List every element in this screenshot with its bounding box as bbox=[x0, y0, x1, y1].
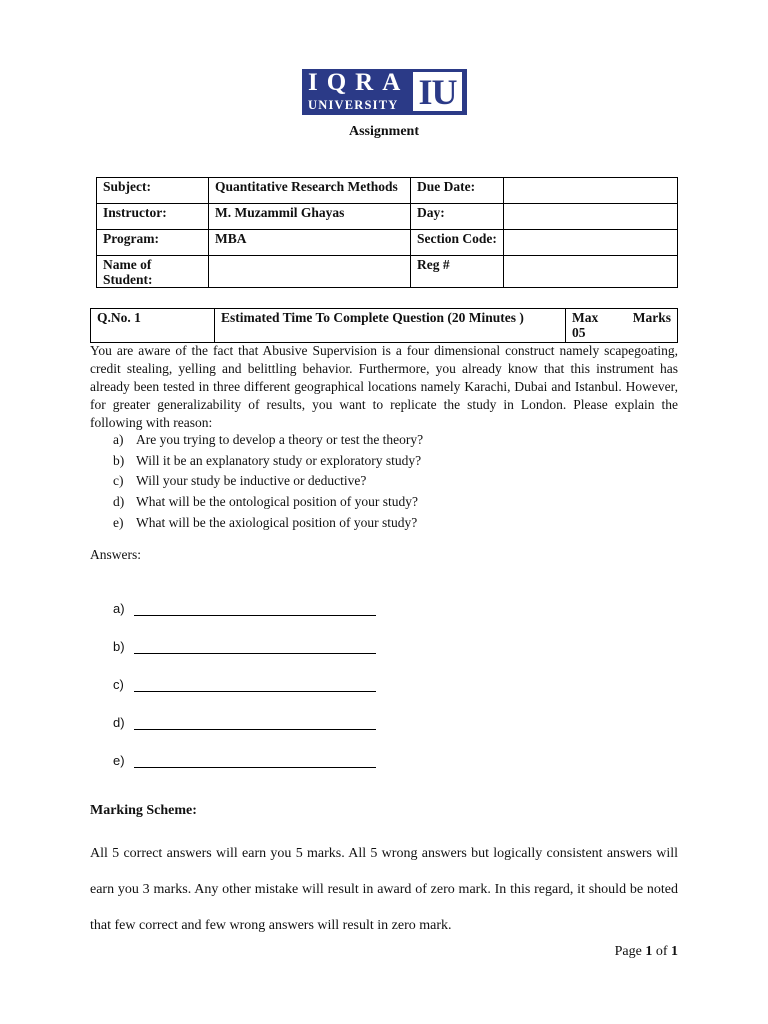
marking-scheme-heading: Marking Scheme: bbox=[90, 803, 197, 818]
university-logo bbox=[302, 69, 467, 115]
subject-value: Quantitative Research Methods bbox=[209, 178, 411, 204]
estimated-time: Estimated Time To Complete Question (20 Minutes ) bbox=[215, 309, 566, 343]
question-list bbox=[113, 430, 423, 533]
instructor-label: Instructor: bbox=[97, 204, 209, 230]
item-letter: d) bbox=[113, 494, 125, 510]
answer-blank[interactable] bbox=[134, 715, 376, 730]
max-label: Max bbox=[572, 310, 599, 325]
day-value[interactable] bbox=[504, 204, 678, 230]
answers-label: Answers: bbox=[90, 547, 141, 562]
marks-label: Marks bbox=[632, 310, 671, 325]
list-item bbox=[113, 451, 423, 472]
answer-letter: d) bbox=[113, 715, 125, 730]
item-text: Will it be an explanatory study or exploratory study? bbox=[136, 452, 422, 468]
table-row bbox=[91, 309, 678, 343]
page-number: 1 bbox=[645, 944, 653, 959]
student-name-label: Name of Student: bbox=[97, 256, 209, 288]
document-title: Assignment bbox=[348, 124, 419, 139]
max-marks-cell bbox=[566, 309, 678, 343]
list-item bbox=[113, 430, 423, 451]
due-date-value[interactable] bbox=[504, 178, 678, 204]
program-value: MBA bbox=[209, 230, 411, 256]
answer-letter: c) bbox=[113, 677, 124, 692]
item-letter: e) bbox=[113, 514, 124, 530]
item-text: What will be the axiological position of your study? bbox=[136, 514, 418, 530]
section-code-label: Section Code: bbox=[411, 230, 504, 256]
page-word: Page bbox=[614, 944, 642, 959]
answer-blank[interactable] bbox=[134, 753, 376, 768]
item-letter: b) bbox=[113, 452, 125, 468]
instructor-value: M. Muzammil Ghayas bbox=[209, 204, 411, 230]
due-date-label: Due Date: bbox=[411, 178, 504, 204]
answer-letter: a) bbox=[113, 601, 125, 616]
table-row bbox=[97, 178, 678, 204]
subject-label: Subject: bbox=[97, 178, 209, 204]
marking-scheme-text: All 5 correct answers will earn you 5 marks. All 5 wrong answers but logically consistent answers will earn you 3 marks. Any other mistake will result in award of zero mark. In this regard, it should be noted that few correct and few wrong answers will result in zero mark. bbox=[90, 846, 678, 933]
question-text: You are aware of the fact that Abusive Supervision is a four dimensional construct namely scapegoating, credit stealing, yelling and belittling behavior. Furthermore, you already know that this instrument has already been tested in three different geographical locations namely Karachi, Dubai and Istanbul. However, for greater generalizability of results, you want to replicate the study in London. Please explain the following with reason: bbox=[90, 343, 678, 430]
section-code-value[interactable] bbox=[504, 230, 678, 256]
table-row bbox=[97, 230, 678, 256]
table-row bbox=[97, 256, 678, 288]
list-item bbox=[113, 513, 423, 534]
answer-line-c bbox=[113, 677, 376, 692]
logo-text-university: UNIVERSITY bbox=[308, 98, 399, 112]
question-number: Q.No. 1 bbox=[91, 309, 215, 343]
program-label: Program: bbox=[97, 230, 209, 256]
page-footer bbox=[540, 944, 678, 960]
of-word: of bbox=[655, 944, 668, 959]
logo-text-iqra: IQRA bbox=[308, 69, 410, 96]
question-header-table bbox=[90, 308, 678, 343]
answer-line-b bbox=[113, 639, 376, 654]
answer-blank[interactable] bbox=[134, 601, 376, 616]
answer-letter: b) bbox=[113, 639, 125, 654]
table-row bbox=[97, 204, 678, 230]
item-letter: c) bbox=[113, 473, 124, 489]
answer-blank[interactable] bbox=[134, 639, 376, 654]
item-text: Will your study be inductive or deductive? bbox=[136, 473, 367, 489]
list-item bbox=[113, 492, 423, 513]
logo-mark-iu: IU bbox=[418, 72, 457, 112]
item-text: What will be the ontological position of your study? bbox=[136, 494, 418, 510]
answer-letter: e) bbox=[113, 753, 125, 768]
item-letter: a) bbox=[113, 432, 124, 447]
day-label: Day: bbox=[411, 204, 504, 230]
reg-number-label: Reg # bbox=[411, 256, 504, 288]
answer-blank[interactable] bbox=[134, 677, 376, 692]
answer-line-e bbox=[113, 753, 376, 768]
page-total: 1 bbox=[671, 944, 678, 959]
student-name-value[interactable] bbox=[209, 256, 411, 288]
marks-value: 05 bbox=[572, 325, 586, 340]
item-text: Are you trying to develop a theory or test the theory? bbox=[136, 432, 424, 447]
reg-number-value[interactable] bbox=[504, 256, 678, 288]
answer-line-a bbox=[113, 601, 376, 616]
answer-line-d bbox=[113, 715, 376, 730]
assignment-info-table bbox=[96, 177, 678, 288]
list-item bbox=[113, 471, 423, 492]
